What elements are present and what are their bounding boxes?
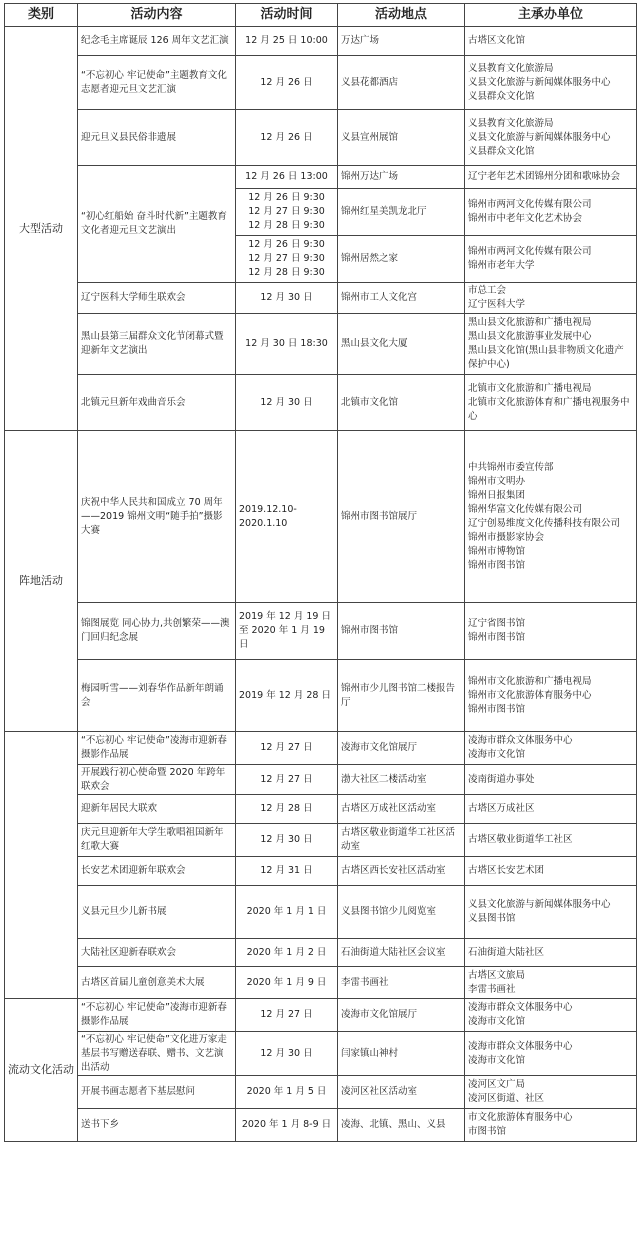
content-cell: 迎新年居民大联欢 <box>78 795 236 824</box>
cell-line: 锦州市图书馆 <box>468 632 526 643</box>
time-cell: 12 月 27 日 <box>236 999 338 1032</box>
cell-line: 12 月 26 日 9:30 <box>248 192 325 203</box>
cell-line: 义县文化旅游与新闻媒体服务中心 <box>468 76 611 88</box>
table-row <box>5 1032 637 1076</box>
table-row <box>5 999 637 1032</box>
time-cell <box>236 27 338 56</box>
time-cell <box>236 314 338 375</box>
time-cell <box>236 110 338 166</box>
organizer-cell <box>465 56 637 110</box>
header-organizer: 主承办单位 <box>465 4 637 27</box>
cell-line: 义县花都酒店 <box>341 76 399 88</box>
time-cell <box>236 236 338 283</box>
place-cell <box>338 660 465 732</box>
content-cell: 义县元旦少儿新书展 <box>78 886 236 939</box>
cell-line: 12 月 26 日 <box>260 76 313 88</box>
place-cell: 古塔区万成社区活动室 <box>338 795 465 824</box>
cell-line: 义县教育文化旅游局 <box>468 117 554 129</box>
place-cell: 凌海市文化馆展厅 <box>338 732 465 765</box>
category-mobile: 流动文化活动 <box>5 999 78 1142</box>
cell-line: 12 月 28 日 9:30 <box>248 220 325 231</box>
cell-line: 锦州市摄影家协会 <box>468 531 545 543</box>
content-cell: 辽宁医科大学师生联欢会 <box>78 283 236 314</box>
cell-line: 义县图书馆 <box>468 913 516 924</box>
cell-line: 锦州红星美凯龙北厅 <box>341 206 427 217</box>
cell-line: 12 月 28 日 9:30 <box>248 267 325 278</box>
cell-line: 锦州市文化旅游和广播电视局 <box>468 675 592 687</box>
cell-line: 古塔区敬业街道华工社区 <box>468 834 573 845</box>
cell-line: 黑山县文化馆(黑山县非物质文化遗产保护中心) <box>468 345 624 370</box>
place-cell: 义县图书馆少儿阅览室 <box>338 886 465 939</box>
time-cell: 12 月 30 日 <box>236 824 338 857</box>
cell-line: 义县群众文化馆 <box>468 90 535 102</box>
table-row <box>5 166 637 189</box>
content-cell: 梅园听雪——刘春华作品新年朗诵会 <box>78 660 236 732</box>
content-cell: 迎元旦义县民俗非遗展 <box>78 110 236 166</box>
cell-line: 锦州市图书馆展厅 <box>341 510 418 522</box>
content-cell: 纪念毛主席诞辰 126 周年文艺汇演 <box>78 27 236 56</box>
place-cell <box>338 314 465 375</box>
cell-line: 义县群众文化馆 <box>468 145 535 157</box>
cell-line: 凌海市文化馆 <box>468 1054 526 1066</box>
cell-line: 锦州市中老年文化艺术协会 <box>468 213 583 224</box>
place-cell: 渤大社区二楼活动室 <box>338 765 465 795</box>
cell-line: 锦州居然之家 <box>341 253 399 264</box>
table-row <box>5 27 637 56</box>
time-cell: 2019 年 12 月 28 日 <box>236 660 338 732</box>
cell-line: 锦州市图书馆 <box>468 703 526 715</box>
place-cell: 凌海市文化馆展厅 <box>338 999 465 1032</box>
place-cell <box>338 431 465 603</box>
organizer-cell <box>465 765 637 795</box>
table-row <box>5 765 637 795</box>
cell-line: 12 月 26 日 9:30 <box>248 239 325 250</box>
time-cell: 2019 年 12 月 19 日至 2020 年 1 月 19 日 <box>236 603 338 660</box>
cell-line: 锦州市两河文化传媒有限公司 <box>468 246 592 257</box>
cell-line: 锦州市图书馆 <box>341 625 399 636</box>
cell-line: 12 月 27 日 9:30 <box>248 253 325 264</box>
time-cell: 2020 年 1 月 8-9 日 <box>236 1109 338 1142</box>
content-cell: 开展书画志愿者下基层慰问 <box>78 1076 236 1109</box>
time-cell: 2019.12.10-2020.1.10 <box>236 431 338 603</box>
time-cell: 2020 年 1 月 5 日 <box>236 1076 338 1109</box>
cell-line: 市总工会 <box>468 285 507 296</box>
time-cell <box>236 56 338 110</box>
header-content: 活动内容 <box>78 4 236 27</box>
content-cell: 古塔区首届儿童创意美术大展 <box>78 967 236 999</box>
content-cell: 庆元旦迎新年大学生歌唱祖国新年红歌大赛 <box>78 824 236 857</box>
organizer-cell <box>465 732 637 765</box>
organizer-cell <box>465 283 637 314</box>
time-cell <box>236 375 338 431</box>
cell-line: 锦州万达广场 <box>341 171 399 182</box>
cell-line: 凌河区文广局 <box>468 1079 526 1090</box>
time-cell: 12 月 31 日 <box>236 857 338 886</box>
cell-line: 古塔区万成社区 <box>468 803 535 814</box>
organizer-cell <box>465 110 637 166</box>
cell-line: 12 月 25 日 10:00 <box>245 35 328 46</box>
time-cell <box>236 283 338 314</box>
cell-line: 古塔区文化馆 <box>468 35 526 46</box>
cell-line: 锦州日报集团 <box>468 489 526 501</box>
cell-line: 凌海市群众文体服务中心 <box>468 1040 573 1052</box>
organizer-cell <box>465 431 637 603</box>
header-row <box>5 4 637 27</box>
content-cell: 长安艺术团迎新年联欢会 <box>78 857 236 886</box>
place-cell <box>338 27 465 56</box>
cell-line: 凌南街道办事处 <box>468 773 535 785</box>
time-cell: 12 月 27 日 <box>236 765 338 795</box>
table-row <box>5 939 637 967</box>
cell-line: 辽宁创易维度文化传播科技有限公司 <box>468 517 621 529</box>
table-row <box>5 824 637 857</box>
organizer-cell <box>465 999 637 1032</box>
organizer-cell <box>465 1109 637 1142</box>
table-row <box>5 1109 637 1142</box>
table-row <box>5 431 637 603</box>
cell-line: 12 月 26 日 <box>260 131 313 143</box>
cell-line: 锦州市老年大学 <box>468 260 535 271</box>
place-cell <box>338 603 465 660</box>
header-category: 类别 <box>5 4 78 27</box>
cell-line: 12 月 26 日 13:00 <box>245 171 328 182</box>
cell-line: 北镇市文化馆 <box>341 396 399 408</box>
place-cell: 凌海、北镇、黑山、义县 <box>338 1109 465 1142</box>
organizer-cell <box>465 795 637 824</box>
cell-line: 锦州华富文化传媒有限公司 <box>468 503 583 515</box>
cell-line: 凌海市文化馆 <box>468 749 526 760</box>
cell-line: 凌河区街道、社区 <box>468 1093 545 1104</box>
cell-line: 义县文化旅游与新闻媒体服务中心 <box>468 899 611 910</box>
cell-line: 锦州市少儿图书馆二楼报告厅 <box>341 682 456 708</box>
place-cell: 凌河区社区活动室 <box>338 1076 465 1109</box>
time-cell: 12 月 28 日 <box>236 795 338 824</box>
content-cell: 送书下乡 <box>78 1109 236 1142</box>
table-body <box>5 27 637 1142</box>
organizer-cell <box>465 375 637 431</box>
place-cell <box>338 56 465 110</box>
cell-line: 义县文化旅游与新闻媒体服务中心 <box>468 131 611 143</box>
content-cell: 锦图展览 同心协力,共创繁荣——澳门回归纪念展 <box>78 603 236 660</box>
organizer-cell <box>465 314 637 375</box>
time-cell: 12 月 27 日 <box>236 732 338 765</box>
table-row <box>5 375 637 431</box>
cell-line: 古塔区文旅局 <box>468 969 526 981</box>
cell-line: 义县教育文化旅游局 <box>468 62 554 74</box>
table-row <box>5 283 637 314</box>
organizer-cell <box>465 1032 637 1076</box>
table-row <box>5 732 637 765</box>
cell-line: 中共锦州市委宣传部 <box>468 461 554 473</box>
place-cell <box>338 236 465 283</box>
cell-line: 锦州市博物馆 <box>468 545 526 557</box>
cell-line: 古塔区长安艺术团 <box>468 865 545 876</box>
content-cell: “不忘初心 牢记使命”文化进万家走基层书写赠送春联、赠书、文艺演出活动 <box>78 1032 236 1076</box>
cell-line: 北镇市文化旅游和广播电视局 <box>468 382 592 394</box>
cell-line: 万达广场 <box>341 35 380 46</box>
table-row <box>5 314 637 375</box>
organizer-cell <box>465 27 637 56</box>
organizer-cell <box>465 939 637 967</box>
content-cell: “不忘初心 牢记使命”主题教育文化志愿者迎元旦文艺汇演 <box>78 56 236 110</box>
cell-line: 凌海市群众文体服务中心 <box>468 735 573 746</box>
place-cell: 闫家镇山神村 <box>338 1032 465 1076</box>
content-cell: 开展践行初心使命暨 2020 年跨年联欢会 <box>78 765 236 795</box>
category-blank <box>5 732 78 999</box>
table-row <box>5 660 637 732</box>
place-cell: 李雷书画社 <box>338 967 465 999</box>
cell-line: 石油街道大陆社区 <box>468 946 545 958</box>
content-cell: 大陆社区迎新春联欢会 <box>78 939 236 967</box>
cell-line: 12 月 27 日 9:30 <box>248 206 325 217</box>
table-row <box>5 56 637 110</box>
table-row <box>5 967 637 999</box>
cell-line: 辽宁老年艺术团锦州分团和歌咏协会 <box>468 171 621 182</box>
content-cell: 庆祝中华人民共和国成立 70 周年——2019 锦州文明“随手拍”摄影大赛 <box>78 431 236 603</box>
cell-line: 辽宁医科大学 <box>468 299 526 310</box>
place-cell: 古塔区敬业街道华工社区活动室 <box>338 824 465 857</box>
table-row <box>5 795 637 824</box>
organizer-cell <box>465 166 637 189</box>
activity-table <box>4 3 637 1142</box>
table-row <box>5 886 637 939</box>
cell-line: 黑山县文化旅游事业发展中心 <box>468 331 592 342</box>
time-cell: 12 月 30 日 <box>236 1032 338 1076</box>
time-cell: 2020 年 1 月 1 日 <box>236 886 338 939</box>
cell-line: 凌海市文化馆 <box>468 1016 526 1027</box>
organizer-cell <box>465 236 637 283</box>
content-cell: 北镇元旦新年戏曲音乐会 <box>78 375 236 431</box>
category-position: 阵地活动 <box>5 431 78 732</box>
time-cell <box>236 189 338 236</box>
cell-line: 黑山县文化大厦 <box>341 338 408 349</box>
content-cell: “初心红船始 奋斗时代新”主题教育文化者迎元旦文艺演出 <box>78 166 236 283</box>
cell-line: 锦州市文明办 <box>468 475 526 487</box>
cell-line: 义县宣州展馆 <box>341 131 399 143</box>
cell-line: 12 月 30 日 18:30 <box>245 338 328 349</box>
organizer-cell <box>465 1076 637 1109</box>
content-cell: “不忘初心 牢记使命”凌海市迎新春摄影作品展 <box>78 999 236 1032</box>
cell-line: 锦州市两河文化传媒有限公司 <box>468 199 592 210</box>
time-cell: 2020 年 1 月 2 日 <box>236 939 338 967</box>
place-cell <box>338 166 465 189</box>
table-row <box>5 1076 637 1109</box>
cell-line: 锦州市工人文化宫 <box>341 292 418 303</box>
organizer-cell <box>465 857 637 886</box>
category-large: 大型活动 <box>5 27 78 431</box>
table-row <box>5 857 637 886</box>
content-cell: 黑山县第三届群众文化节闭幕式暨迎新年文艺演出 <box>78 314 236 375</box>
cell-line: 市图书馆 <box>468 1126 507 1137</box>
place-cell <box>338 110 465 166</box>
table-row <box>5 603 637 660</box>
cell-line: 12 月 30 日 <box>260 292 313 303</box>
organizer-cell <box>465 660 637 732</box>
cell-line: 辽宁省图书馆 <box>468 618 526 629</box>
place-cell: 古塔区西长安社区活动室 <box>338 857 465 886</box>
cell-line: 市文化旅游体育服务中心 <box>468 1112 573 1123</box>
time-cell: 2020 年 1 月 9 日 <box>236 967 338 999</box>
header-time: 活动时间 <box>236 4 338 27</box>
place-cell <box>338 189 465 236</box>
organizer-cell <box>465 824 637 857</box>
organizer-cell <box>465 967 637 999</box>
cell-line: 锦州市图书馆 <box>468 559 526 571</box>
cell-line: 黑山县文化旅游和广播电视局 <box>468 317 592 328</box>
place-cell: 石油街道大陆社区会议室 <box>338 939 465 967</box>
cell-line: 李雷书画社 <box>468 983 516 995</box>
time-cell <box>236 166 338 189</box>
cell-line: 锦州市文化旅游体育服务中心 <box>468 689 592 701</box>
organizer-cell <box>465 189 637 236</box>
header-place: 活动地点 <box>338 4 465 27</box>
place-cell <box>338 283 465 314</box>
organizer-cell <box>465 603 637 660</box>
cell-line: 凌海市群众文体服务中心 <box>468 1002 573 1013</box>
place-cell <box>338 375 465 431</box>
cell-line: 北镇市文化旅游体育和广播电视服务中心 <box>468 396 630 422</box>
table-row <box>5 110 637 166</box>
content-cell: “不忘初心 牢记使命”凌海市迎新春摄影作品展 <box>78 732 236 765</box>
cell-line: 12 月 30 日 <box>260 396 313 408</box>
organizer-cell <box>465 886 637 939</box>
